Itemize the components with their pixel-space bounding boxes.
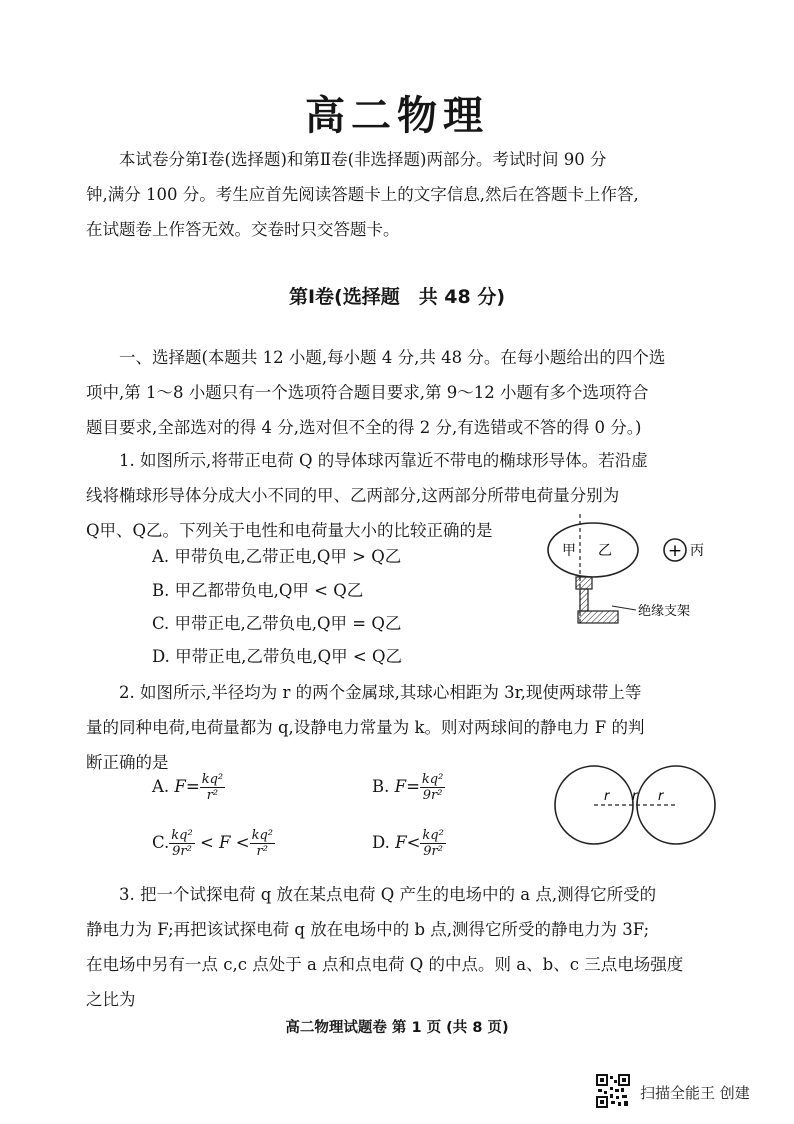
denominator: 9r²: [172, 844, 192, 859]
q1-option-a: A. 甲带负电,乙带正电,Q甲 > Q乙: [152, 547, 402, 566]
fraction: [420, 772, 445, 803]
numerator: kq²: [421, 772, 444, 787]
instruction-line: 题目要求,全部选对的得 4 分,选对但不全的得 2 分,有选错或不答的得 0 分。): [86, 418, 642, 437]
qr-code-icon: [596, 1074, 630, 1108]
question-line: 断正确的是: [86, 753, 169, 772]
intro-line: 钟,满分 100 分。考生应首先阅读答题卡上的文字信息,然后在答题卡上作答,: [86, 185, 639, 204]
stand-base: [578, 611, 618, 623]
question-line: Q甲、Q乙。下列关于电性和电荷量大小的比较正确的是: [86, 521, 493, 540]
question-line: 之比为: [86, 990, 136, 1009]
gap-label: r: [632, 789, 638, 804]
option-prefix: C.: [152, 833, 170, 852]
numerator: kq²: [171, 828, 193, 843]
intro-paragraph: [86, 142, 726, 247]
intro-line: 本试卷分第Ⅰ卷(选择题)和第Ⅱ卷(非选择题)两部分。考试时间 90 分: [119, 150, 607, 169]
formula-lhs: F=: [394, 777, 420, 796]
option-prefix: A.: [152, 777, 170, 796]
fraction: [169, 828, 194, 859]
fraction: [200, 772, 225, 803]
question-line: 量的同种电荷,电荷量都为 q,设静电力常量为 k。则对两球间的静电力 F 的判: [86, 718, 645, 737]
radius-label-left: r: [604, 789, 610, 804]
page-title: 高二物理: [305, 93, 489, 139]
numerator: kq²: [201, 772, 224, 787]
part-yi-label: 乙: [598, 543, 612, 559]
q1-option-c: C. 甲带正电,乙带负电,Q甲 = Q乙: [152, 614, 402, 633]
formula-lhs: F<: [395, 833, 421, 852]
stand-pointer: [612, 606, 636, 610]
plus-sign: +: [667, 541, 683, 561]
question-line: 线将椭球形导体分成大小不同的甲、乙两部分,这两部分所带电荷量分别为: [86, 486, 620, 505]
denominator: r²: [256, 844, 268, 859]
denominator: 9r²: [422, 788, 443, 803]
radius-label-right: r: [658, 789, 664, 804]
q2-option-b: [372, 772, 445, 803]
instructions-paragraph: [86, 340, 726, 445]
question-line: 1. 如图所示,将带正电荷 Q 的导体球丙靠近不带电的椭球形导体。若沿虚: [119, 451, 648, 470]
section-title: 第Ⅰ卷(选择题 共 48 分): [288, 286, 506, 308]
numerator: kq²: [251, 828, 273, 843]
part-jia-label: 甲: [562, 543, 576, 559]
q1-option-b: B. 甲乙都带负电,Q甲 < Q乙: [152, 581, 364, 600]
q2-option-a: [152, 772, 225, 803]
option-prefix: B.: [372, 777, 390, 796]
denominator: r²: [206, 788, 219, 803]
question-line: 3. 把一个试探电荷 q 放在某点电荷 Q 产生的电场中的 a 点,测得它所受的: [119, 885, 657, 904]
question-line: 静电力为 F;再把该试探电荷 q 放在电场中的 b 点,测得它所受的静电力为 3F;: [86, 920, 650, 939]
formula-lhs: F=: [174, 777, 200, 796]
stand-top: [576, 577, 592, 589]
numerator: kq²: [422, 828, 444, 843]
question-line: 在电场中另有一点 c,c 点处于 a 点和点电荷 Q 的中点。则 a、b、c 三点电场强度: [86, 955, 684, 974]
instruction-line: 一、选择题(本题共 12 小题,每小题 4 分,共 48 分。在每小题给出的四个选: [119, 348, 666, 367]
denominator: 9r²: [423, 844, 443, 859]
q1-option-d: D. 甲带正电,乙带负电,Q甲 < Q乙: [152, 647, 402, 666]
page-footer: 高二物理试题卷 第 1 页 (共 8 页): [285, 1020, 509, 1036]
scanner-text: 扫描全能王 创建: [640, 1084, 750, 1102]
q2-option-c: [152, 828, 275, 859]
scanner-watermark: [596, 1074, 786, 1110]
q2-option-d: [372, 828, 446, 859]
intro-line: 在试题卷上作答无效。交卷时只交答题卡。: [86, 220, 400, 239]
ball-label: 丙: [690, 543, 704, 559]
fraction: [250, 828, 275, 859]
stand-post: [580, 589, 588, 611]
q1-figure: [540, 510, 740, 638]
stand-label: 绝缘支架: [638, 604, 691, 619]
fraction: [420, 828, 445, 859]
formula-middle: < F <: [199, 833, 250, 852]
question-line: 2. 如图所示,半径均为 r 的两个金属球,其球心相距为 3r,现使两球带上等: [119, 683, 642, 702]
instruction-line: 项中,第 1～8 小题只有一个选项符合题目要求,第 9～12 小题有多个选项符合: [86, 383, 649, 402]
option-prefix: D.: [372, 833, 390, 852]
q2-figure: [548, 760, 728, 850]
question-3-stem: [86, 877, 726, 1017]
